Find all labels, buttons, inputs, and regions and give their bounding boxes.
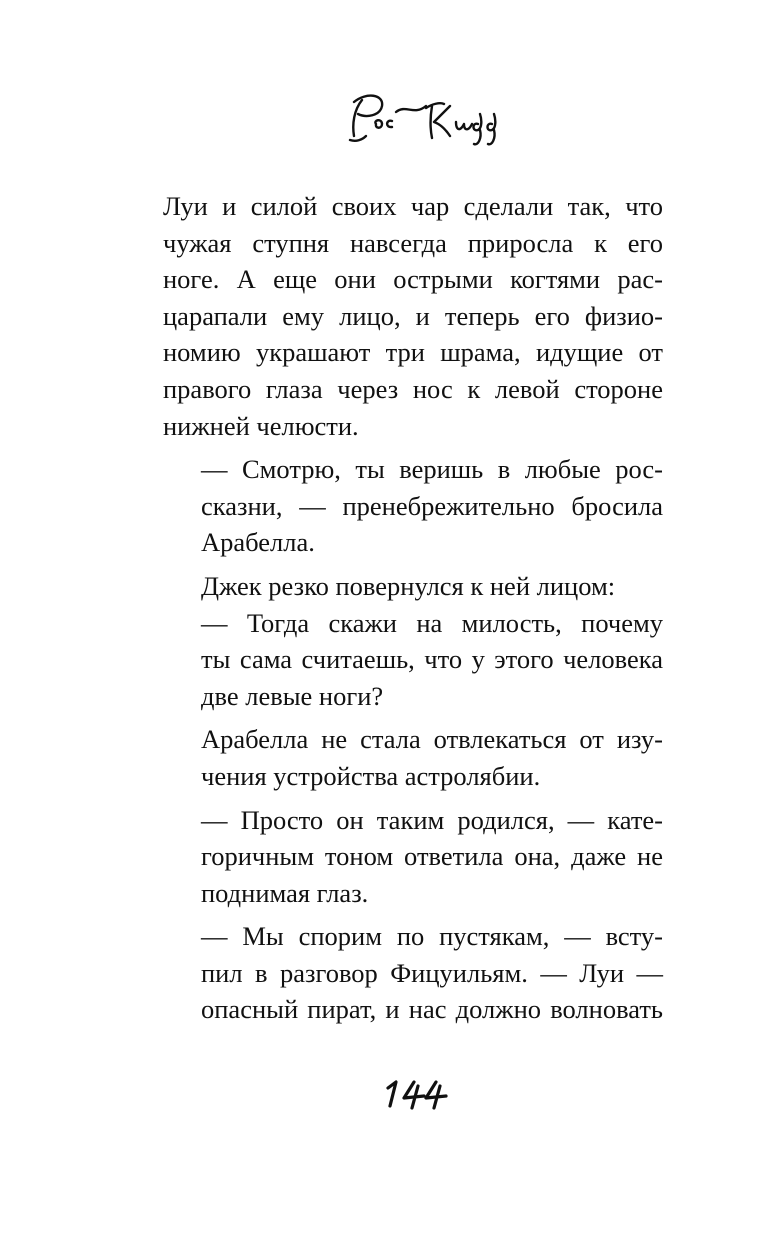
author-signature-logo [340,84,520,154]
text-line: пил в разговор Фицуильям. — Луи — [201,957,663,988]
text-line: Луи и силой своих чар сделали так, что [163,191,663,221]
paragraph [163,721,663,794]
paragraph [163,451,663,561]
text-line: номию украшают три шрама, идущие от [163,337,663,368]
text-line: поднимая глаз. [201,877,369,908]
text-line: — Просто он таким родился, — кате- [201,804,663,835]
text-line: ноге. А еще они острыми когтями рас- [163,264,663,295]
page-number-handwritten [374,1074,454,1114]
paragraph [163,918,663,1028]
text-line: правого глаза через нос к левой стороне [163,373,663,404]
text-line: Арабелла не стала отвлекаться от изу- [201,724,663,755]
paragraph [163,802,663,912]
text-line: сказни, — пренебрежительно бросила [201,490,663,521]
text-line: Арабелла. [201,527,315,558]
paragraph [163,568,663,605]
text-line: горичным тоном ответила она, даже не [201,841,663,872]
text-line: — Тогда скажи на милость, почему [201,607,663,638]
text-line: нижней челюсти. [163,410,359,441]
text-line: ты сама считаешь, что у этого человека [201,644,663,675]
running-head-author-signature [340,84,520,154]
text-line: две левые ноги? [201,680,384,711]
page-number [374,1074,454,1114]
paragraph [163,605,663,715]
text-line: — Мы спорим по пустякам, — всту- [201,921,663,952]
text-line: чения устройства астролябии. [201,760,541,791]
text-line: — Смотрю, ты веришь в любые рос- [201,454,663,485]
text-line: Джек резко повернулся к ней лицом: [201,570,616,601]
paragraph [163,188,663,444]
text-line: чужая ступня навсегда приросла к его [163,227,663,258]
body-text [163,188,663,1028]
text-line: опасный пират, и нас должно волновать [201,994,663,1025]
text-line: царапали ему лицо, и теперь его физио- [163,300,663,331]
